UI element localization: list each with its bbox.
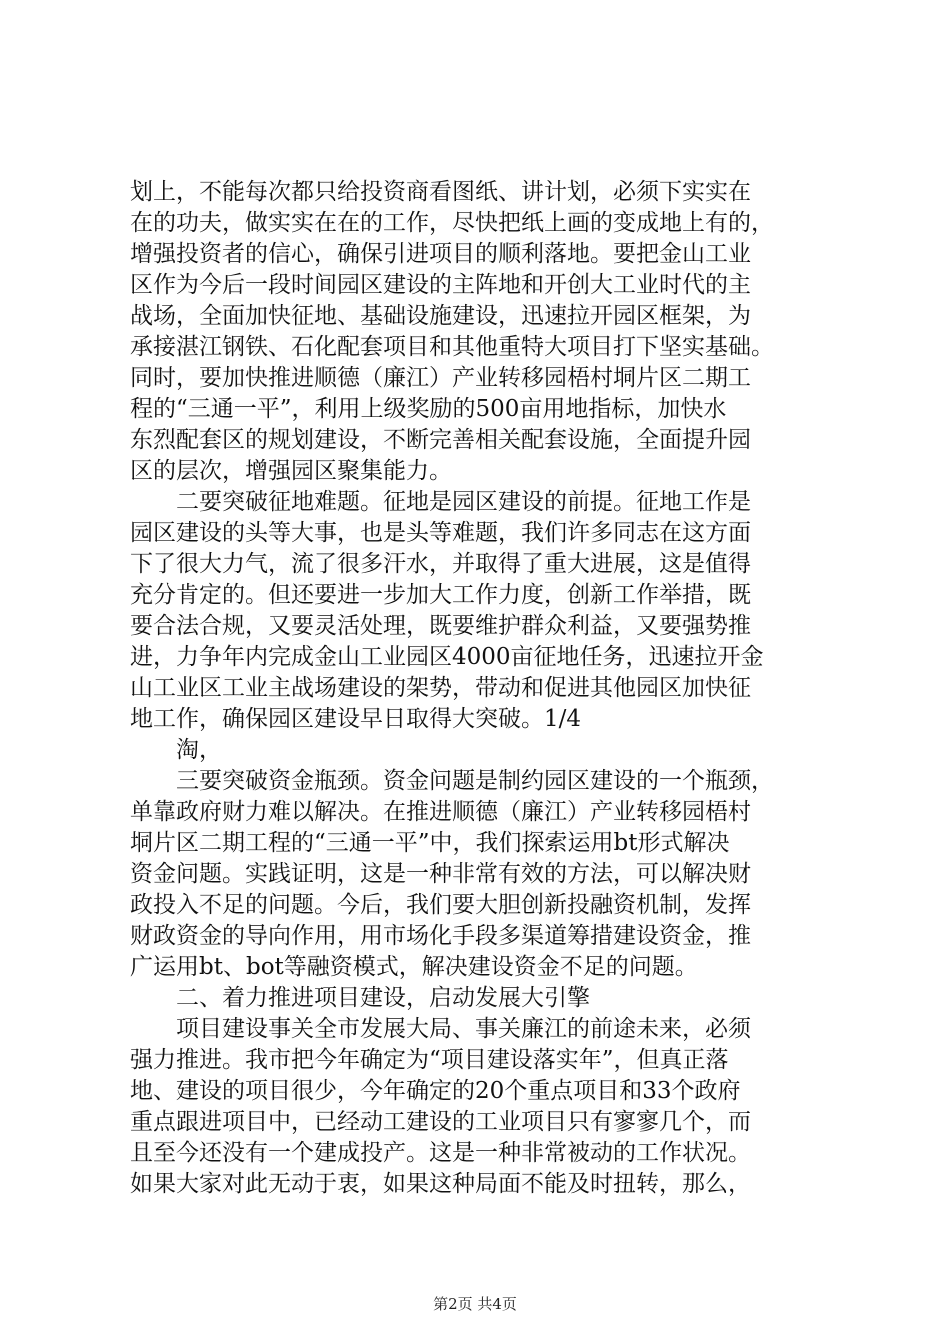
- body-text-line: 资金问题。实践证明，这是一种非常有效的方法，可以解决财: [130, 861, 751, 887]
- body-text-line: 淘，: [130, 737, 222, 763]
- body-text-line: 程的“三通一平”，利用上级奖励的500亩用地指标，加快水: [130, 396, 727, 422]
- body-text-line: 三要突破资金瓶颈。资金问题是制约园区建设的一个瓶颈，: [130, 768, 774, 794]
- body-text-line: 园区建设的头等大事，也是头等难题，我们许多同志在这方面: [130, 520, 751, 546]
- body-text-line: 项目建设事关全市发展大局、事关廉江的前途未来，必须: [130, 1016, 751, 1042]
- body-text-line: 单靠政府财力难以解决。在推进顺德（廉江）产业转移园梧村: [130, 799, 751, 825]
- body-text-line: 强力推进。我市把今年确定为“项目建设落实年”，但真正落: [130, 1047, 729, 1073]
- body-text-line: 地、建设的项目很少，今年确定的20个重点项目和33个政府: [130, 1078, 741, 1104]
- body-text-line: 增强投资者的信心，确保引进项目的顺利落地。要把金山工业: [130, 241, 751, 267]
- body-text-line: 在的功夫，做实实在在的工作，尽快把纸上画的变成地上有的，: [130, 210, 774, 236]
- body-text-line: 承接湛江钢铁、石化配套项目和其他重特大项目打下坚实基础。: [130, 334, 774, 360]
- body-text-line: 充分肯定的。但还要进一步加大工作力度，创新工作举措，既: [130, 582, 751, 608]
- body-text-line: 山工业区工业主战场建设的架势，带动和促进其他园区加快征: [130, 675, 751, 701]
- body-text-line: 广运用bt、bot等融资模式，解决建设资金不足的问题。: [130, 954, 698, 980]
- body-text-line: 区的层次，增强园区聚集能力。: [130, 458, 452, 484]
- body-text-line: 二要突破征地难题。征地是园区建设的前提。征地工作是: [130, 489, 751, 515]
- body-text-line: 垌片区二期工程的“三通一平”中，我们探索运用bt形式解决: [130, 830, 730, 856]
- body-text-line: 且至今还没有一个建成投产。这是一种非常被动的工作状况。: [130, 1140, 751, 1166]
- section-heading-line: 二、着力推进项目建设，启动发展大引擎: [130, 985, 590, 1011]
- body-text-line: 地工作，确保园区建设早日取得大突破。1/4: [130, 706, 582, 732]
- body-text-line: 区作为今后一段时间园区建设的主阵地和开创大工业时代的主: [130, 272, 751, 298]
- body-text-line: 东烈配套区的规划建设，不断完善相关配套设施，全面提升园: [130, 427, 751, 453]
- body-text-line: 如果大家对此无动于衷，如果这种局面不能及时扭转，那么，: [130, 1171, 751, 1197]
- body-text-line: 政投入不足的问题。今后，我们要大胆创新投融资机制，发挥: [130, 892, 751, 918]
- body-text-line: 重点跟进项目中，已经动工建设的工业项目只有寥寥几个，而: [130, 1109, 751, 1135]
- body-text-line: 战场，全面加快征地、基础设施建设，迅速拉开园区框架，为: [130, 303, 751, 329]
- body-text-line: 下了很大力气，流了很多汗水，并取得了重大进展，这是值得: [130, 551, 751, 577]
- page-number-footer: 第2页 共4页: [433, 1295, 517, 1313]
- body-text-line: 要合法合规，又要灵活处理，既要维护群众利益，又要强势推: [130, 613, 751, 639]
- body-text-line: 划上，不能每次都只给投资商看图纸、讲计划，必须下实实在: [130, 179, 751, 205]
- body-text-line: 财政资金的导向作用，用市场化手段多渠道筹措建设资金，推: [130, 923, 751, 949]
- body-text-line: 进，力争年内完成金山工业园区4000亩征地任务，迅速拉开金: [130, 644, 764, 670]
- body-text-line: 同时，要加快推进顺德（廉江）产业转移园梧村垌片区二期工: [130, 365, 751, 391]
